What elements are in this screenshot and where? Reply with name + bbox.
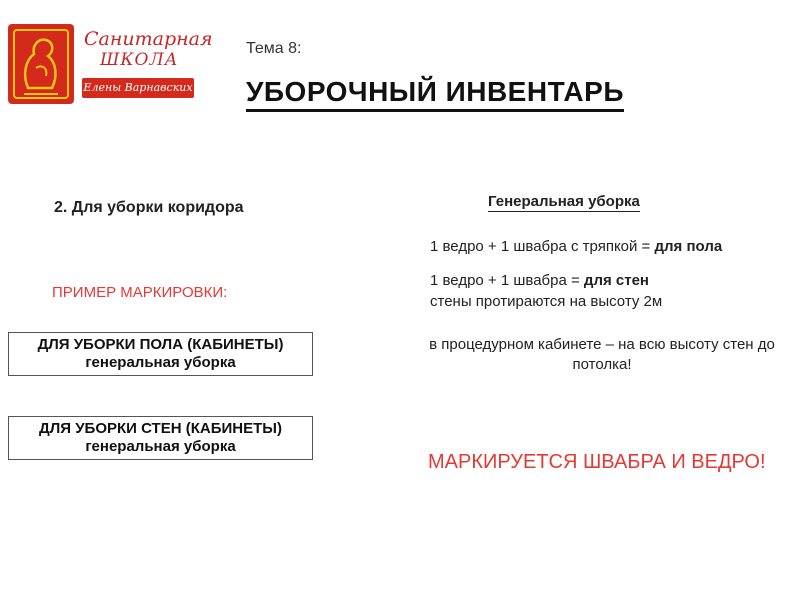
floor-rule (430, 238, 722, 255)
label-box-title: ДЛЯ УБОРКИ СТЕН (КАБИНЕТЫ) (39, 420, 282, 437)
floor-rule-text: 1 ведро + 1 швабра с тряпкой = (430, 238, 655, 255)
walls-rule-emphasis: для стен (583, 272, 649, 289)
procedure-room-note-line: в процедурном кабинете – на всю высоту стен до (429, 336, 775, 353)
label-box-floor (8, 332, 313, 376)
topic-label: Тема 8: (246, 40, 302, 57)
logo-title: Санитарная (84, 28, 213, 50)
logo (8, 24, 213, 104)
walls-rule-text: 1 ведро + 1 швабра = (430, 272, 584, 289)
general-cleaning-heading: Генеральная уборка (488, 193, 640, 210)
label-box-subtitle: генеральная уборка (85, 438, 236, 455)
section-heading: 2. Для уборки коридора (54, 199, 244, 216)
walls-height-note: стены протираются на высоту 2м (430, 293, 663, 310)
marking-note: МАРКИРУЕТСЯ ШВАБРА И ВЕДРО! (428, 451, 766, 473)
label-box-subtitle: генеральная уборка (85, 354, 236, 371)
logo-emblem-icon (8, 24, 74, 104)
procedure-room-note-line: потолка! (572, 356, 632, 373)
label-box-walls (8, 416, 313, 460)
floor-rule-emphasis: для пола (654, 238, 723, 255)
walls-rule (430, 272, 649, 289)
logo-subtitle: ШКОЛА (100, 50, 179, 70)
logo-author: Елены Варнавских (82, 78, 194, 98)
page-title: УБОРОЧНЫЙ ИНВЕНТАРЬ (246, 76, 624, 112)
procedure-room-note (412, 335, 792, 375)
label-box-title: ДЛЯ УБОРКИ ПОЛА (КАБИНЕТЫ) (37, 336, 284, 353)
example-label: ПРИМЕР МАРКИРОВКИ: (52, 284, 228, 301)
